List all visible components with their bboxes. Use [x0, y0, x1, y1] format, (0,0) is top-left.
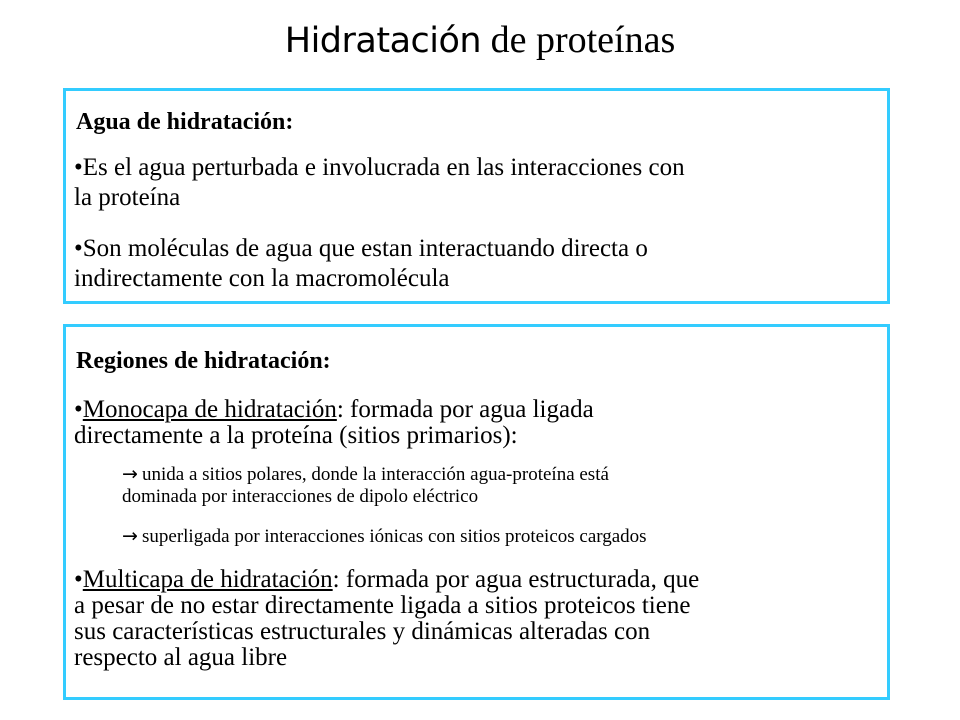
- monolayer-term: Monocapa de hidratación: [82, 396, 337, 423]
- hydration-water-item-2: [74, 234, 648, 294]
- title-part-hidratacion: Hidratación: [284, 21, 482, 61]
- right-arrow-icon: →: [122, 463, 138, 485]
- hydration-regions-box: [63, 324, 890, 700]
- hydration-water-heading: Agua de hidratación:: [76, 109, 294, 135]
- bullet-marker: •: [74, 396, 83, 423]
- multilayer-line-3: sus características estructurales y dinámicas alteradas con: [74, 618, 651, 645]
- hydration-water-item-1-line-2: la proteína: [74, 184, 181, 211]
- hydration-water-item-1: [74, 153, 685, 213]
- monolayer-sub-item-2-line-1: superligada por interacciones iónicas con sitios proteicos cargados: [142, 526, 647, 547]
- monolayer-sub-item-1: [122, 463, 609, 508]
- bullet-marker: •: [74, 235, 83, 262]
- monolayer-line-1-rest: : formada por agua ligada: [336, 396, 594, 423]
- multilayer-term: Multicapa de hidratación: [82, 566, 333, 593]
- slide-title: [0, 16, 960, 65]
- monolayer-sub-item-1-line-1: unida a sitios polares, donde la interacción agua-proteína está: [142, 464, 609, 485]
- right-arrow-icon: →: [122, 525, 138, 547]
- title-part-de-proteinas: de proteínas: [490, 19, 676, 61]
- multilayer-item: [74, 567, 699, 671]
- hydration-water-item-2-line-1: Son moléculas de agua que estan interactuando directa o: [82, 235, 648, 262]
- bullet-marker: •: [74, 154, 83, 181]
- monolayer-line-2: directamente a la proteína (sitios primarios):: [74, 422, 518, 449]
- bullet-marker: •: [74, 566, 83, 593]
- multilayer-line-2: a pesar de no estar directamente ligada a sitios proteicos tiene: [74, 592, 691, 619]
- monolayer-item: [74, 397, 594, 449]
- multilayer-line-1-rest: : formada por agua estructurada, que: [332, 566, 700, 593]
- hydration-water-box: [63, 88, 890, 304]
- monolayer-sub-item-2: [122, 525, 647, 548]
- hydration-water-item-1-line-1: Es el agua perturbada e involucrada en las interacciones con: [82, 154, 685, 181]
- monolayer-sub-item-1-line-2: dominada por interacciones de dipolo eléctrico: [122, 486, 479, 507]
- hydration-water-item-2-line-2: indirectamente con la macromolécula: [74, 265, 450, 292]
- hydration-regions-heading: Regiones de hidratación:: [76, 348, 331, 374]
- multilayer-line-4: respecto al agua libre: [74, 644, 288, 671]
